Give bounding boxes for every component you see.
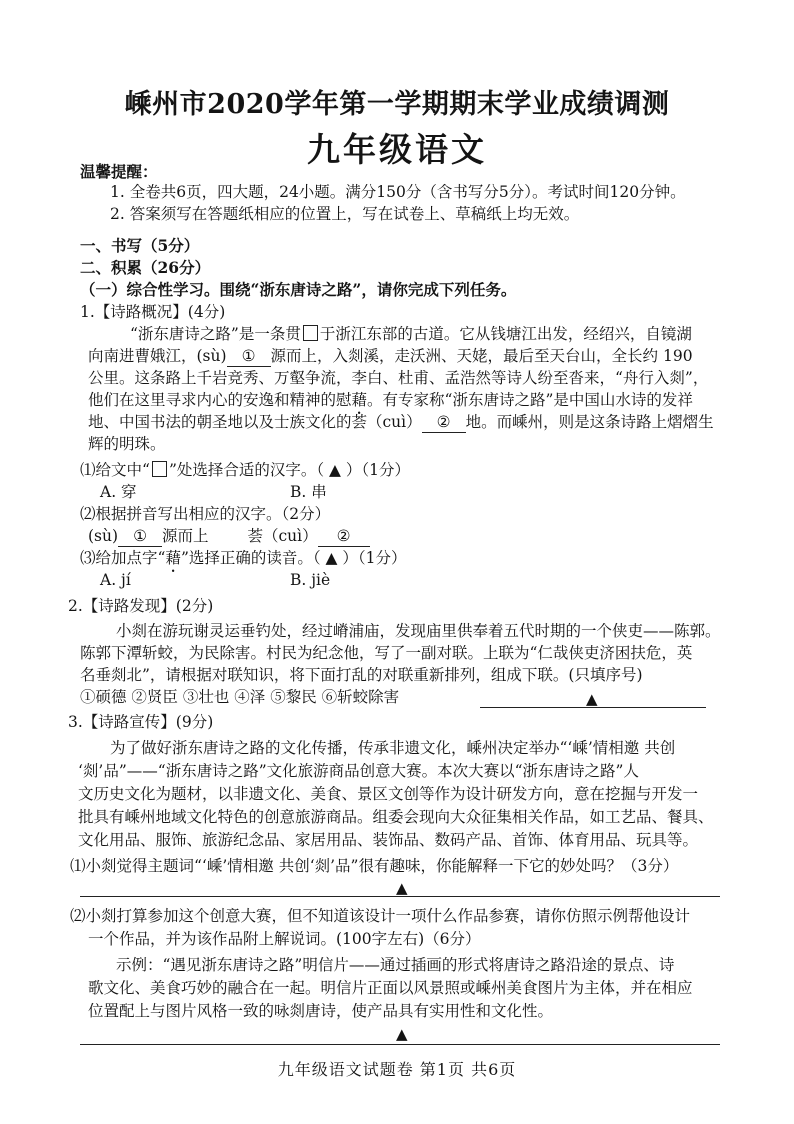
part-one-heading: （一）综合性学习。围绕“浙东唐诗之路”，请你完成下列任务。 [80, 280, 517, 299]
answer-triangle: ▲ [396, 1025, 408, 1043]
q1-para-line-3: 公里。这条路上千岩竞秀、万壑争流，李白、杜甫、孟浩然等诗人纷至沓来，“舟行入剡”， [88, 369, 709, 387]
notice-item-2: 2. 答案须写在答题纸相应的位置上，写在试卷上、草稿纸上均无效。 [110, 205, 580, 223]
q3-heading: 3.【诗路宣传】(9分) [68, 713, 214, 731]
exam-title: 嵊州市2020学年第一学期期末学业成绩调测 [124, 89, 670, 120]
q1-sub3-option-b: B. jiè [290, 571, 331, 589]
q2-line-3: 名垂剡北”，请根据对联知识，将下面打乱的对联重新排列，组成下联。(只填序号) [80, 666, 643, 684]
q2-line-1: 小剡在游玩谢灵运垂钓处，经过嵴浦庙，发现庙里供奉着五代时期的一个侠吏——陈郭。 [116, 622, 721, 640]
blank-1: ① [227, 346, 271, 367]
blank-2: ② [318, 526, 370, 547]
q3-line-2: ‘剡’品”——“浙东唐诗之路”文化旅游商品创意大赛。本次大赛以“浙东唐诗之路”人 [78, 762, 639, 780]
notice-label: 温馨提醒： [80, 162, 158, 181]
section-writing: 一、书写（5分） [80, 236, 200, 255]
dotted-char: 藉 [351, 391, 368, 409]
q3-example-line-3: 位置配上与图片风格一致的咏剡唐诗，使产品具有实用性和文化性。 [88, 1002, 554, 1020]
blank-2: ② [422, 412, 466, 433]
q1-para-line-5: 地、中国书法的朝圣地以及士族文化的荟（cuì） ② 地。而嵊州，则是这条诗路上熠熠生 [88, 413, 714, 431]
q1-sub2: ⑵根据拼音写出相应的汉字。（2分） [80, 505, 331, 523]
dotted-char: 藉 [165, 549, 181, 567]
q1-sub3: ⑶给加点字“藉”选择正确的读音。（ ▲ ）（1分） [80, 549, 407, 567]
q1-para-line-1: “浙东唐诗之路”是一条贯 于浙江东部的古道。它从钱塘江出发，经绍兴，自镜湖 [130, 325, 692, 343]
q3-example-line-2: 歌文化、美食巧妙的融合在一起。明信片正面以风景照或嵊州美食图片为主体，并在相应 [88, 979, 693, 997]
q3-line-4: 批具有嵊州地域文化特色的创意旅游商品。组委会现向大众征集相关作品，如工艺品、餐具、 [78, 808, 714, 826]
q2-options: ①硕德 ②贤臣 ③壮也 ④泽 ⑤黎民 ⑥斩蛟除害 [80, 688, 400, 706]
q1-para-line-6: 辉的明珠。 [88, 435, 166, 453]
answer-box [152, 461, 167, 477]
q1-sub1: ⑴给文中“ ”处选择合适的汉字。（ ▲ ）（1分） [80, 461, 410, 479]
page-footer: 九年级语文试题卷 第1页 共6页 [277, 1060, 517, 1079]
section-accumulation: 二、积累（26分） [80, 258, 211, 277]
q3-sub2-line-1: ⑵小剡打算参加这个创意大赛，但不知道该设计一项什么作品参赛，请你仿照示例帮他设计 [70, 907, 691, 925]
q1-sub3-option-a: A. jí [100, 571, 131, 589]
exam-subject: 九年级语文 [307, 130, 487, 169]
q3-line-1: 为了做好浙东唐诗之路的文化传播，传承非遗文化，嵊州决定举办“‘嵊’情相邀 共创 [110, 739, 676, 757]
q3-example-line-1: 示例：“遇见浙东唐诗之路”明信片——通过插画的形式将唐诗之路沿途的景点、诗 [116, 956, 675, 974]
blank-1: ① [118, 526, 162, 547]
q2-line-2: 陈郭下潭斩蛟，为民除害。村民为纪念他，写了一副对联。上联为“仁哉侠吏济困扶危，英 [80, 644, 693, 662]
q2-heading: 2.【诗路发现】(2分) [68, 597, 214, 615]
q3-sub1: ⑴小剡觉得主题词“‘嵊’情相邀 共创‘剡’品”很有趣味，你能解释一下它的妙处吗？（3分） [70, 857, 679, 875]
answer-triangle: ▲ [586, 690, 598, 708]
q3-sub1-answer-line [80, 896, 720, 897]
q1-para-line-4: 他们在这里寻求内心的安逸和精神的慰藉。有专家称“浙东唐诗之路”是中国山水诗的发祥 [88, 391, 693, 409]
q1-heading: 1.【诗路概况】(4分) [80, 303, 226, 321]
q3-sub2-answer-line [80, 1044, 720, 1045]
answer-triangle: ▲ [396, 879, 408, 897]
q3-line-5: 文化用品、服饰、旅游纪念品、家居用品、装饰品、数码产品、首饰、体育用品、玩具等。 [78, 831, 699, 849]
q1-sub1-option-a: A. 穿 [100, 483, 137, 501]
q3-line-3: 文历史文化为题材，以非遗文化、美食、景区文创等作为设计研发方向，意在挖掘与开发一 [78, 785, 699, 803]
answer-box [303, 325, 318, 341]
q1-sub1-option-b: B. 串 [290, 483, 327, 501]
q1-para-line-2: 向南进曹娥江，(sù) ① 源而上，入剡溪，走沃洲、天姥，最后至天台山，全长约 190 [88, 347, 693, 365]
q1-sub2-answers: (sù) ① 源而上 荟（cuì） ② [88, 526, 370, 547]
q3-sub2-line-2: 一个作品，并为该作品附上解说词。(100字左右)（6分） [88, 930, 481, 948]
notice-item-1: 1. 全卷共6页，四大题，24小题。满分150分（含书写分5分）。考试时间120分钟。 [110, 183, 686, 201]
